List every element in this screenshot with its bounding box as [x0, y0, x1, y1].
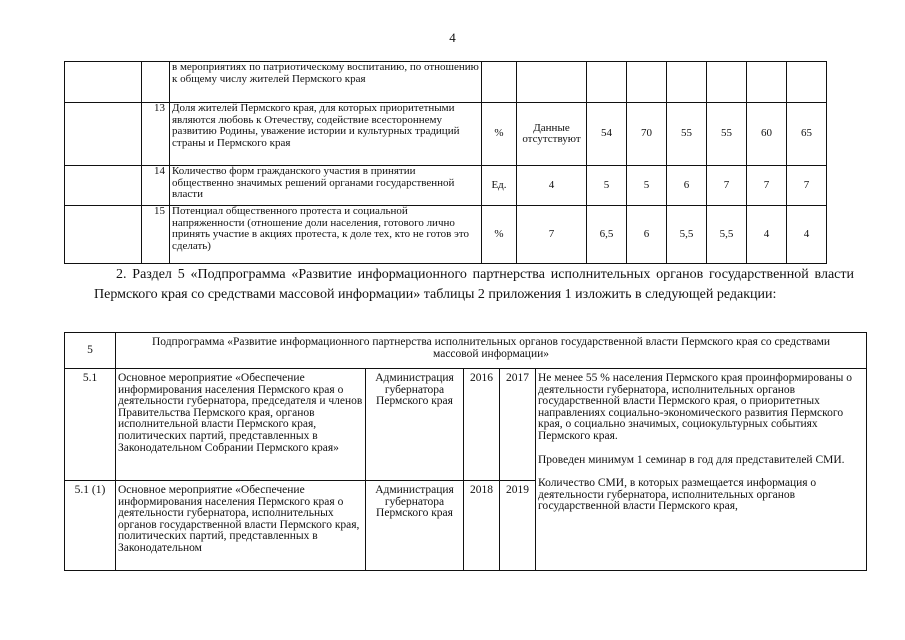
value-cell: 7 — [517, 206, 587, 264]
page-number: 4 — [449, 30, 456, 45]
result-paragraph: Проведен минимум 1 семинар в год для представителей СМИ. — [538, 453, 845, 466]
indicator-text: Потенциал общественного протеста и социальной напряженности (отношение доли населения, готового лично принять участие в акциях протеста, к доле тех, кто не готов это сделать) — [170, 206, 482, 264]
value-cell: 54 — [587, 103, 627, 166]
value-cell: 5 — [587, 166, 627, 206]
table-row — [65, 206, 867, 264]
value-cell: 5,5 — [667, 206, 707, 264]
year-end: 2017 — [500, 369, 536, 481]
unit-cell: % — [482, 206, 517, 264]
empty-cell — [65, 62, 142, 103]
subprogram-table — [64, 332, 867, 571]
activity-text: Основное мероприятие «Обеспечение информирования населения Пермского края о деятельности губернатора, исполнительных органов государственной власти Пермского края, политических партий, представленных в Законодательном — [116, 481, 366, 571]
value-cell: 7 — [787, 166, 827, 206]
value-cell: 65 — [787, 103, 827, 166]
activity-text: Основное мероприятие «Обеспечение информирования населения Пермского края о деятельности губернатора, председателя и членов Правительства Пермского края, органов исполнительной власти Пермского края, политических партий, представленных в Законодательном Собрании Пермского края» — [116, 369, 366, 481]
amendment-paragraph: 2. Раздел 5 «Подпрограмма «Развитие информационного партнерства исполнительных органов государственной власти Пермского края со средствами массовой информации» таблицы 2 приложения 1 изложить в следующей редакции: — [94, 267, 854, 302]
result-paragraph: Не менее 55 % населения Пермского края проинформированы о деятельности губернатора, исполнительных органов государственной власти Пермского края, о приоритетных направлениях социально-экономического развития Пермского края, о социально значимых, социокультурных событиях Пермского края. — [538, 372, 852, 442]
value-cell: 6,5 — [587, 206, 627, 264]
value-cell: 4 — [747, 206, 787, 264]
empty-cell — [65, 103, 142, 166]
row-number: 5.1 — [65, 369, 116, 481]
value-cell — [587, 62, 627, 103]
row-number: 5.1 (1) — [65, 481, 116, 571]
value-cell: 7 — [707, 166, 747, 206]
value-cell: 4 — [787, 206, 827, 264]
value-cell: 7 — [747, 166, 787, 206]
row-number — [142, 62, 170, 103]
empty-cell — [65, 166, 142, 206]
year-start: 2016 — [464, 369, 500, 481]
unit-cell: Ед. — [482, 166, 517, 206]
value-cell — [667, 62, 707, 103]
indicators-table — [64, 61, 867, 264]
value-cell: 70 — [627, 103, 667, 166]
value-cell: 6 — [627, 206, 667, 264]
row-number: 15 — [142, 206, 170, 264]
executor: Администрация губернатора Пермского края — [366, 369, 464, 481]
value-cell: 6 — [667, 166, 707, 206]
value-cell: 55 — [707, 103, 747, 166]
value-cell: Данные отсутствуют — [517, 103, 587, 166]
indicator-text: в мероприятиях по патриотическому воспитанию, по отношению к общему числу жителей Пермского края — [170, 62, 482, 103]
empty-cell — [65, 206, 142, 264]
year-end: 2019 — [500, 481, 536, 571]
value-cell — [517, 62, 587, 103]
table-row — [65, 62, 867, 103]
table-row — [65, 166, 867, 206]
value-cell: 55 — [667, 103, 707, 166]
row-number: 13 — [142, 103, 170, 166]
section-number: 5 — [65, 333, 116, 369]
table-row — [65, 103, 867, 166]
value-cell — [747, 62, 787, 103]
expected-results — [536, 369, 867, 571]
value-cell: 4 — [517, 166, 587, 206]
value-cell — [627, 62, 667, 103]
result-paragraph: Количество СМИ, в которых размещается информация о деятельности губернатора, исполнительных органов государственной власти Пермского края, — [538, 477, 817, 513]
section-title: Подпрограмма «Развитие информационного партнерства исполнительных органов государственной власти Пермского края со средствами массовой информации» — [116, 333, 867, 369]
unit-cell: % — [482, 103, 517, 166]
value-cell: 5 — [627, 166, 667, 206]
row-number: 14 — [142, 166, 170, 206]
year-start: 2018 — [464, 481, 500, 571]
unit-cell — [482, 62, 517, 103]
indicator-text: Количество форм гражданского участия в принятии общественно значимых решений органами государственной власти — [170, 166, 482, 206]
executor: Администрация губернатора Пермского края — [366, 481, 464, 571]
value-cell: 60 — [747, 103, 787, 166]
indicator-text: Доля жителей Пермского края, для которых приоритетными являются любовь к Отечеству, содействие всестороннему развитию Родины, уважение истории и культурных традиций страны и Пермского края — [170, 103, 482, 166]
value-cell — [707, 62, 747, 103]
value-cell — [787, 62, 827, 103]
value-cell: 5,5 — [707, 206, 747, 264]
